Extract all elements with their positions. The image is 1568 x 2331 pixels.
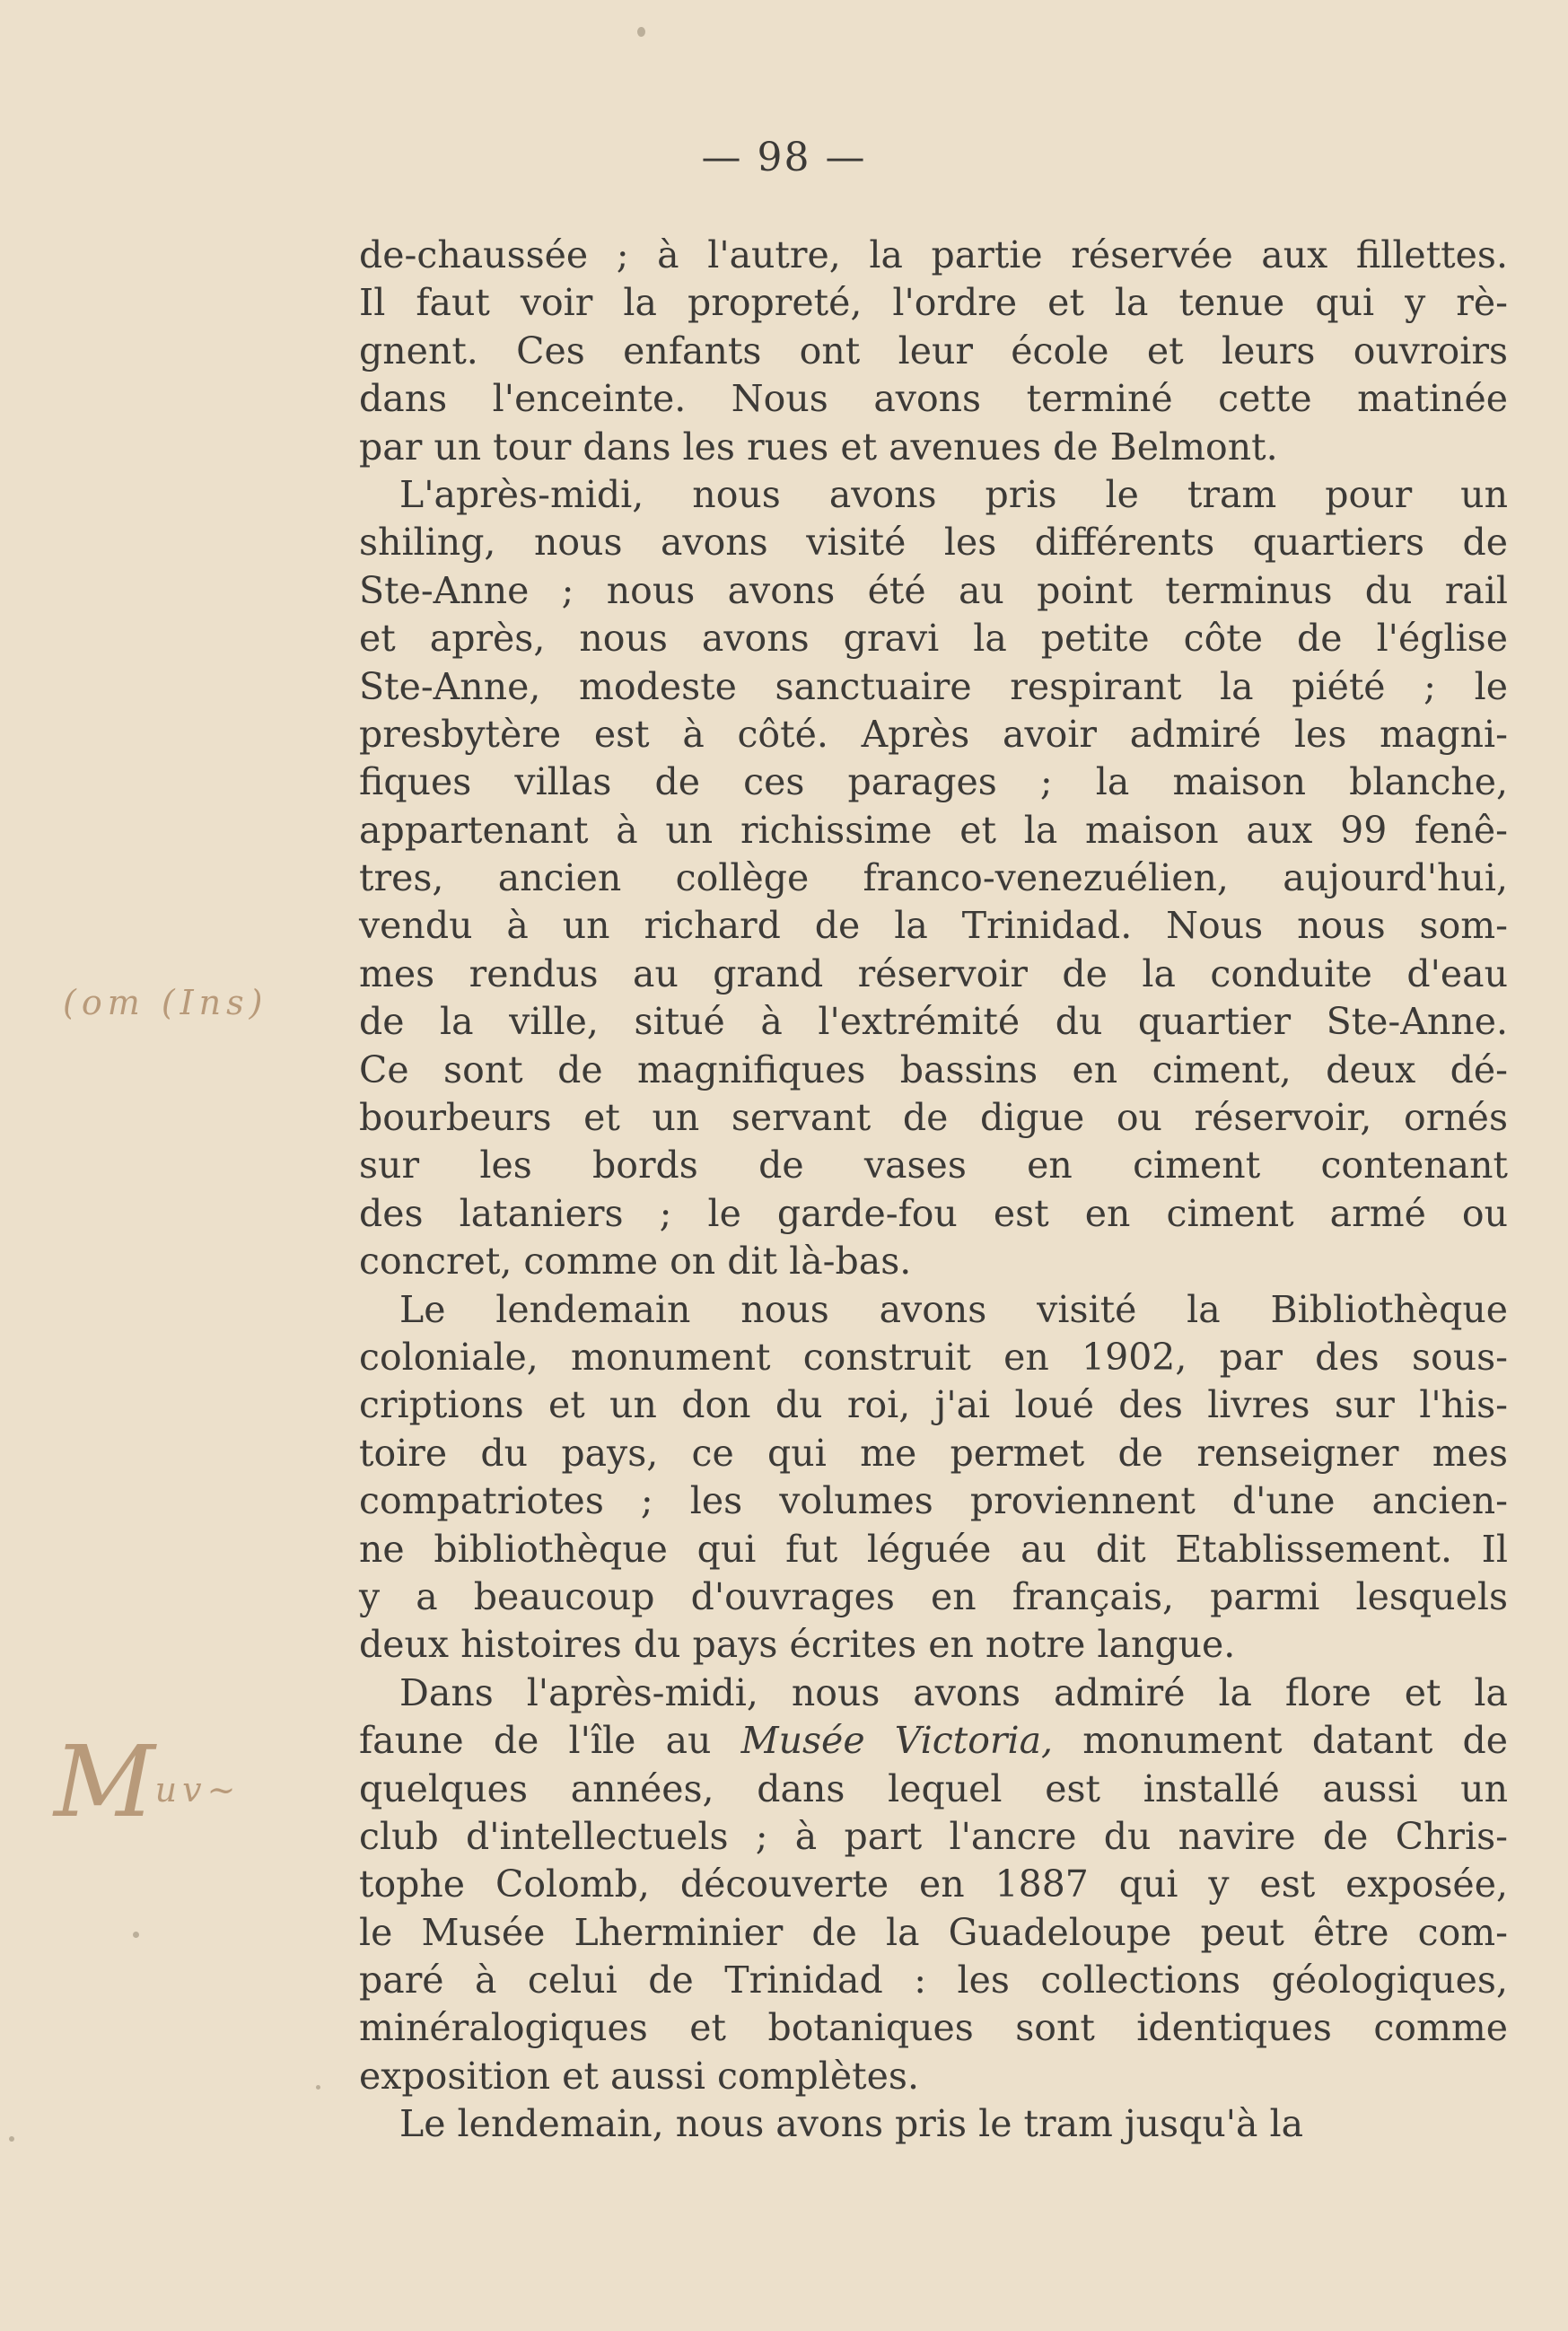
text-line: criptions et un don du roi, j'ai loué des livres sur l'his-	[359, 1383, 1508, 1427]
text-line: de la ville, situé à l'extrémité du quartier Ste-Anne.	[359, 1000, 1508, 1044]
text-fragment: monument datant de	[1053, 1719, 1508, 1763]
handwritten-margin-note	[54, 1724, 241, 1839]
museum-name: Musée Victoria,	[740, 1719, 1054, 1763]
margin-note-tail: uv~	[154, 1770, 241, 1810]
text-line: tres, ancien collège franco-venezuélien, aujourd'hui,	[359, 856, 1508, 900]
margin-note-initial: M	[54, 1724, 155, 1839]
text-line: toire du pays, ce qui me permet de renseigner mes	[359, 1431, 1508, 1475]
text-line: exposition et aussi complètes.	[359, 2054, 919, 2098]
text-line: concret, comme on dit là-bas.	[359, 1240, 912, 1284]
text-line: presbytère est à côté. Après avoir admiré les magni-	[359, 712, 1508, 756]
text-line: de-chaussée ; à l'autre, la partie réservée aux fillettes.	[359, 233, 1508, 276]
text-line: Ce sont de magnifiques bassins en ciment, deux dé-	[359, 1047, 1508, 1091]
text-line: le Musée Lherminier de la Guadeloupe peut être com-	[359, 1910, 1508, 1954]
text-line: gnent. Ces enfants ont leur école et leurs ouvroirs	[359, 329, 1508, 372]
text-line: Ste-Anne ; nous avons été au point terminus du rail	[359, 568, 1508, 612]
handwritten-margin-note: (om (Ins)	[63, 983, 268, 1022]
body-text	[359, 232, 1508, 2149]
text-line: mes rendus au grand réservoir de la conduite d'eau	[359, 951, 1508, 995]
text-line: paré à celui de Trinidad : les collections géologiques,	[359, 1959, 1508, 2002]
text-line: appartenant à un richissime et la maison aux 99 fenê-	[359, 808, 1508, 852]
text-fragment: faune de l'île au	[359, 1719, 741, 1763]
paper-speck	[133, 1932, 139, 1938]
text-line: par un tour dans les rues et avenues de Belmont.	[359, 425, 1278, 469]
text-line: des lataniers ; le garde-fou est en ciment armé ou	[359, 1191, 1508, 1235]
paper-speck	[316, 2085, 320, 2090]
text-line: vendu à un richard de la Trinidad. Nous nous som-	[359, 904, 1508, 948]
paper-speck	[9, 2136, 14, 2142]
text-line: coloniale, monument construit en 1902, par des sous-	[359, 1335, 1508, 1379]
text-line	[359, 1717, 1508, 1765]
paper-speck	[637, 27, 645, 37]
text-line: Le lendemain nous avons visité la Bibliothèque	[399, 1287, 1508, 1331]
text-line: sur les bords de vases en ciment contenant	[359, 1144, 1508, 1187]
text-line: Il faut voir la propreté, l'ordre et la tenue qui y rè-	[359, 281, 1508, 325]
text-line: bourbeurs et un servant de digue ou réservoir, ornés	[359, 1096, 1508, 1140]
text-line: fiques villas de ces parages ; la maison blanche,	[359, 760, 1508, 804]
text-line: et après, nous avons gravi la petite côte de l'église	[359, 617, 1508, 661]
text-line: Dans l'après-midi, nous avons admiré la flore et la	[399, 1670, 1508, 1714]
text-line: quelques années, dans lequel est installé aussi un	[359, 1766, 1508, 1810]
text-line: dans l'enceinte. Nous avons terminé cette matinée	[359, 377, 1508, 421]
text-line: y a beaucoup d'ouvrages en français, parmi lesquels	[359, 1574, 1508, 1618]
text-line: Ste-Anne, modeste sanctuaire respirant la piété ; le	[359, 664, 1508, 708]
text-line: tophe Colomb, découverte en 1887 qui y est exposée,	[359, 1862, 1508, 1906]
page-number: — 98 —	[701, 135, 867, 180]
text-line: deux histoires du pays écrites en notre langue.	[359, 1623, 1236, 1667]
text-line: club d'intellectuels ; à part l'ancre du navire de Chris-	[359, 1814, 1508, 1858]
text-line: minéralogiques et botaniques sont identiques comme	[359, 2006, 1508, 2050]
text-line: compatriotes ; les volumes proviennent d'une ancien-	[359, 1479, 1508, 1523]
text-line: ne bibliothèque qui fut léguée au dit Etablissement. Il	[359, 1527, 1508, 1571]
text-line: Le lendemain, nous avons pris le tram jusqu'à la	[399, 2102, 1304, 2146]
text-line: shiling, nous avons visité les différents quartiers de	[359, 521, 1508, 565]
text-line: L'après-midi, nous avons pris le tram pour un	[399, 472, 1508, 516]
